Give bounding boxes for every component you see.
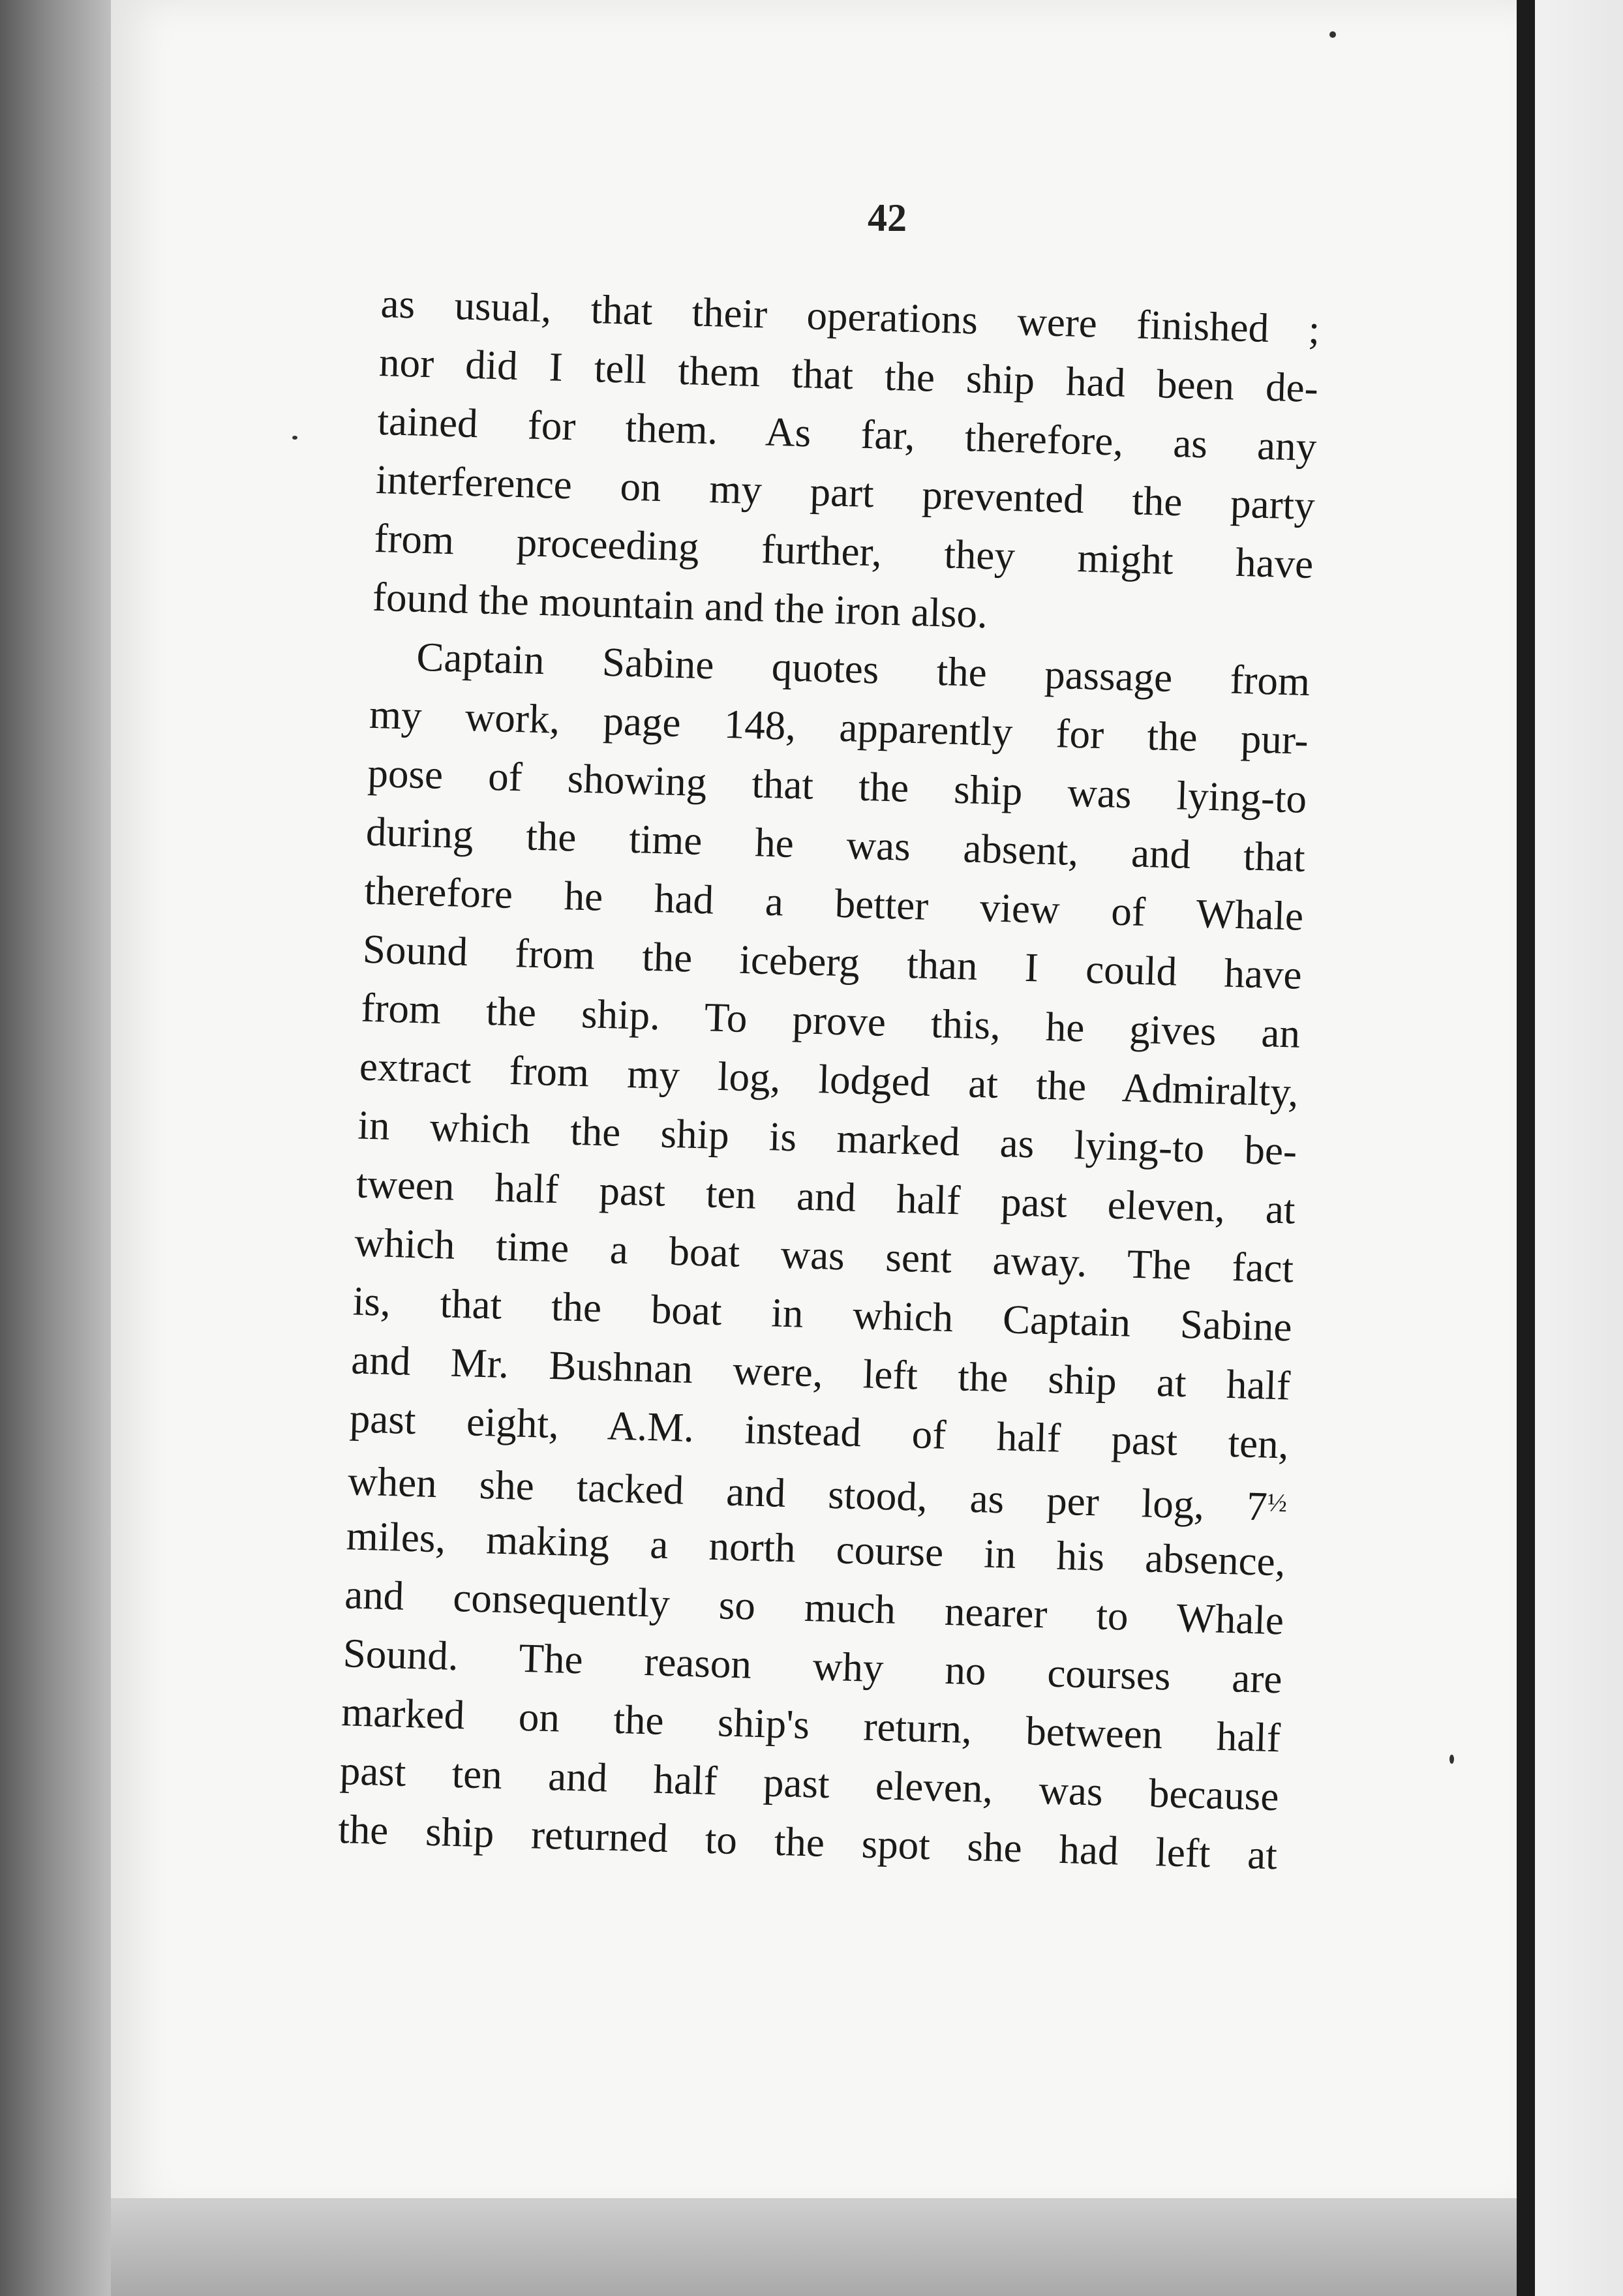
- text-line: interference on my part prevented the party: [375, 456, 1316, 529]
- text-line: therefore he had a better view of Whale: [363, 867, 1305, 939]
- text-line: which time a boat was sent away. The fact: [354, 1219, 1294, 1292]
- page-number: 42: [868, 196, 907, 239]
- text-line: miles, making a north course in his absence,: [345, 1513, 1286, 1585]
- ink-speck: [1449, 1755, 1454, 1764]
- fraction-glyph: ½: [1267, 1487, 1288, 1518]
- body-text: [337, 274, 1320, 1884]
- text-line: my work, page 148, apparently for the pur-: [369, 691, 1309, 763]
- text-line-part: when she tacked and stood, as per log, 7: [347, 1458, 1268, 1530]
- text-line: extract from my log, lodged at the Admiralty,: [359, 1043, 1299, 1115]
- text-line: tween half past ten and half past eleven, at: [356, 1160, 1296, 1233]
- text-line: is, that the boat in which Captain Sabine: [352, 1278, 1293, 1350]
- ink-speck: [1329, 31, 1336, 38]
- text-line: during the time he was absent, and that: [365, 808, 1306, 881]
- adjacent-page-strip: [1535, 0, 1623, 2296]
- text-line: and Mr. Bushnan were, left the ship at half: [350, 1337, 1291, 1409]
- text-line: past ten and half past eleven, was because: [339, 1747, 1280, 1820]
- text-line: Captain Sabine quotes the passage from: [416, 633, 1311, 704]
- text-line: nor did I tell them that the ship had been de-: [378, 339, 1319, 412]
- page-bottom-shadow: [111, 2198, 1517, 2296]
- text-line: past eight, A.M. instead of half past ten,: [349, 1395, 1290, 1468]
- text-line: tained for them. As far, therefore, as any: [376, 397, 1318, 470]
- text-line: pose of showing that the ship was lying-to: [367, 749, 1308, 822]
- text-line: Sound. The reason why no courses are: [342, 1630, 1283, 1702]
- text-line: the ship returned to the spot she had left at: [337, 1806, 1278, 1879]
- text-line: as usual, that their operations were finished ;: [380, 280, 1321, 353]
- text-line: Sound from the iceberg than I could have: [362, 926, 1303, 998]
- text-line: marked on the ship's return, between half: [341, 1689, 1281, 1761]
- text-line: from the ship. To prove this, he gives an: [360, 984, 1301, 1057]
- page-edge-bar: [1517, 0, 1535, 2296]
- ink-speck: [292, 436, 297, 440]
- text-line: found the mountain and the iron also.: [372, 573, 988, 637]
- text-line: and consequently so much nearer to Whale: [344, 1571, 1284, 1644]
- text-line: from proceeding further, they might have: [373, 515, 1314, 588]
- text-line: in which the ship is marked as lying-to be-: [357, 1102, 1297, 1174]
